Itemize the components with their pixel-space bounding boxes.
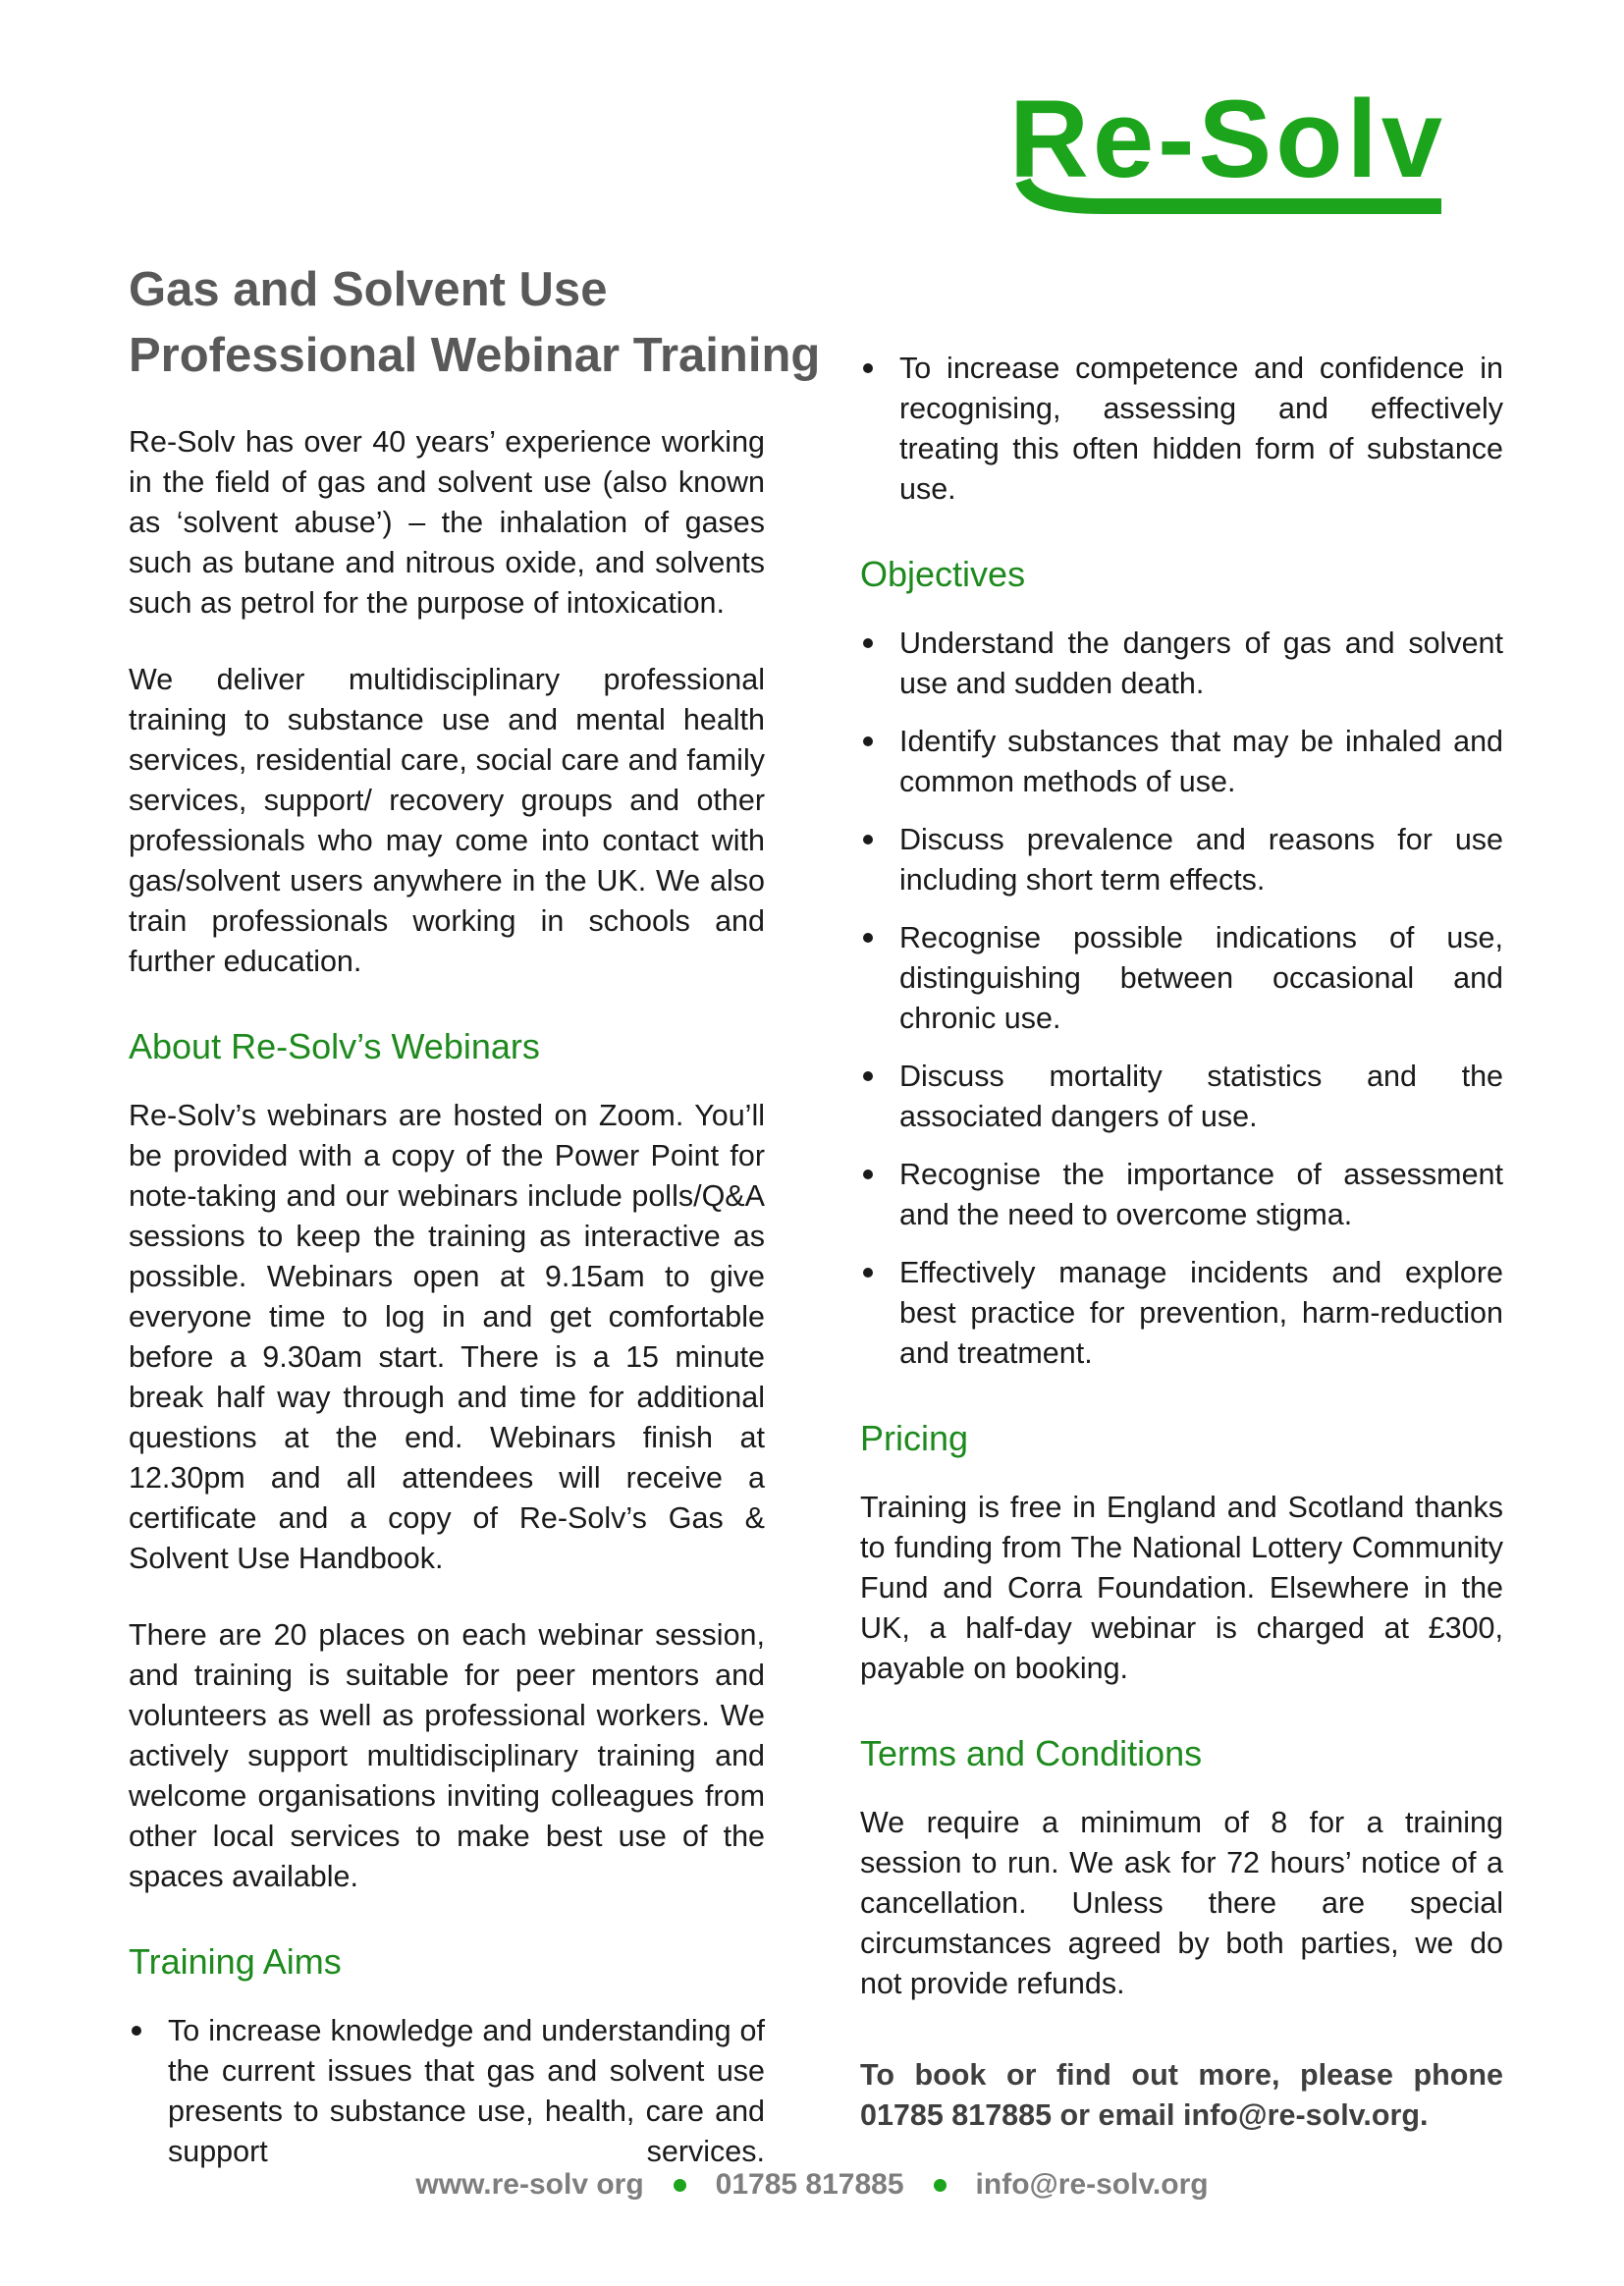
objectives-list — [860, 624, 1503, 1374]
footer-phone: 01785 817885 — [715, 2168, 904, 2201]
right-column — [860, 349, 1503, 2208]
page-footer — [0, 2168, 1624, 2202]
left-column — [129, 422, 765, 2208]
objective-item: Recognise the importance of assessment and the need to overcome stigma. — [860, 1155, 1503, 1235]
page-title — [129, 257, 820, 389]
page-title-line2: Professional Webinar Training — [129, 329, 821, 382]
page-title-line1: Gas and Solvent Use — [129, 263, 608, 316]
training-aim-item: To increase knowledge and understanding of the current issues that gas and solvent use presents to substance use, health, care and support services. — [129, 2011, 765, 2172]
terms-heading: Terms and Conditions — [860, 1733, 1203, 1773]
training-aims-list-continued — [860, 349, 1503, 510]
footer-separator-dot — [674, 2179, 686, 2192]
intro-paragraph: Re-Solv has over 40 years’ experience working in the field of gas and solvent use (also known as ‘solvent abuse’) – the inhalation of gases such as butane and nitrous oxide, and solvents such as petrol for the purpose of intoxication. — [129, 425, 765, 620]
objective-item: Discuss mortality statistics and the associated dangers of use. — [860, 1057, 1503, 1137]
re-solv-logo — [1009, 78, 1471, 242]
terms-paragraph: We require a minimum of 8 for a training session to run. We ask for 72 hours’ notice of a cancellation. Unless there are special circumstances agreed by both parties, we do not provide refunds. — [860, 1806, 1503, 2000]
objective-item: Effectively manage incidents and explore best practice for prevention, harm-reduction and treatment. — [860, 1253, 1503, 1374]
delivery-paragraph: We deliver multidisciplinary professional training to substance use and mental health services, residential care, social care and family services, support/ recovery groups and other professionals who may come into contact with gas/solvent users anywhere in the UK. We also train professionals working in schools and further education. — [129, 663, 765, 978]
places-paragraph: There are 20 places on each webinar session, and training is suitable for peer mentors and volunteers as well as professional workers. We actively support multidisciplinary training and welcome organisations inviting colleagues from other local services to make best use of the spaces available. — [129, 1618, 765, 1893]
re-solv-logo-text: Re-Solv — [1009, 78, 1446, 200]
objective-item: Identify substances that may be inhaled and common methods of use. — [860, 722, 1503, 802]
footer-email: info@re-solv.org — [975, 2168, 1209, 2201]
pricing-heading: Pricing — [860, 1418, 969, 1458]
training-aims-list — [129, 2011, 765, 2172]
objective-item: Discuss prevalence and reasons for use including short term effects. — [860, 820, 1503, 900]
objectives-heading: Objectives — [860, 554, 1026, 594]
training-aims-heading: Training Aims — [129, 1941, 342, 1982]
pricing-paragraph: Training is free in England and Scotland thanks to funding from The National Lottery Community Fund and Corra Foundation. Elsewhere in the UK, a half-day webinar is charged at £300, payable on booking. — [860, 1491, 1503, 1685]
about-webinars-heading: About Re-Solv’s Webinars — [129, 1026, 540, 1066]
booking-contact-text: To book or find out more, please phone 01785 817885 or email info@re-solv.org. — [860, 2058, 1503, 2132]
objective-item: Understand the dangers of gas and solvent use and sudden death. — [860, 624, 1503, 704]
about-webinars-paragraph: Re-Solv’s webinars are hosted on Zoom. You’ll be provided with a copy of the Power Point for note-taking and our webinars include polls/Q&A sessions to keep the training as interactive as possible. Webinars open at 9.15am to give everyone time to log in and get comfortable before a 9.30am start. There is a 15 minute break half way through and time for additional questions at the end. Webinars finish at 12.30pm and all attendees will receive a certificate and a copy of Re-Solv’s Gas & Solvent Use Handbook. — [129, 1099, 765, 1575]
footer-website: www.re-solv org — [415, 2168, 644, 2201]
footer-separator-dot — [934, 2179, 947, 2192]
objective-item: Recognise possible indications of use, distinguishing between occasional and chronic use. — [860, 918, 1503, 1039]
training-aim-item: To increase competence and confidence in recognising, assessing and effectively treating this often hidden form of substance use. — [860, 349, 1503, 510]
logo-underline-swoosh — [1009, 78, 1471, 242]
